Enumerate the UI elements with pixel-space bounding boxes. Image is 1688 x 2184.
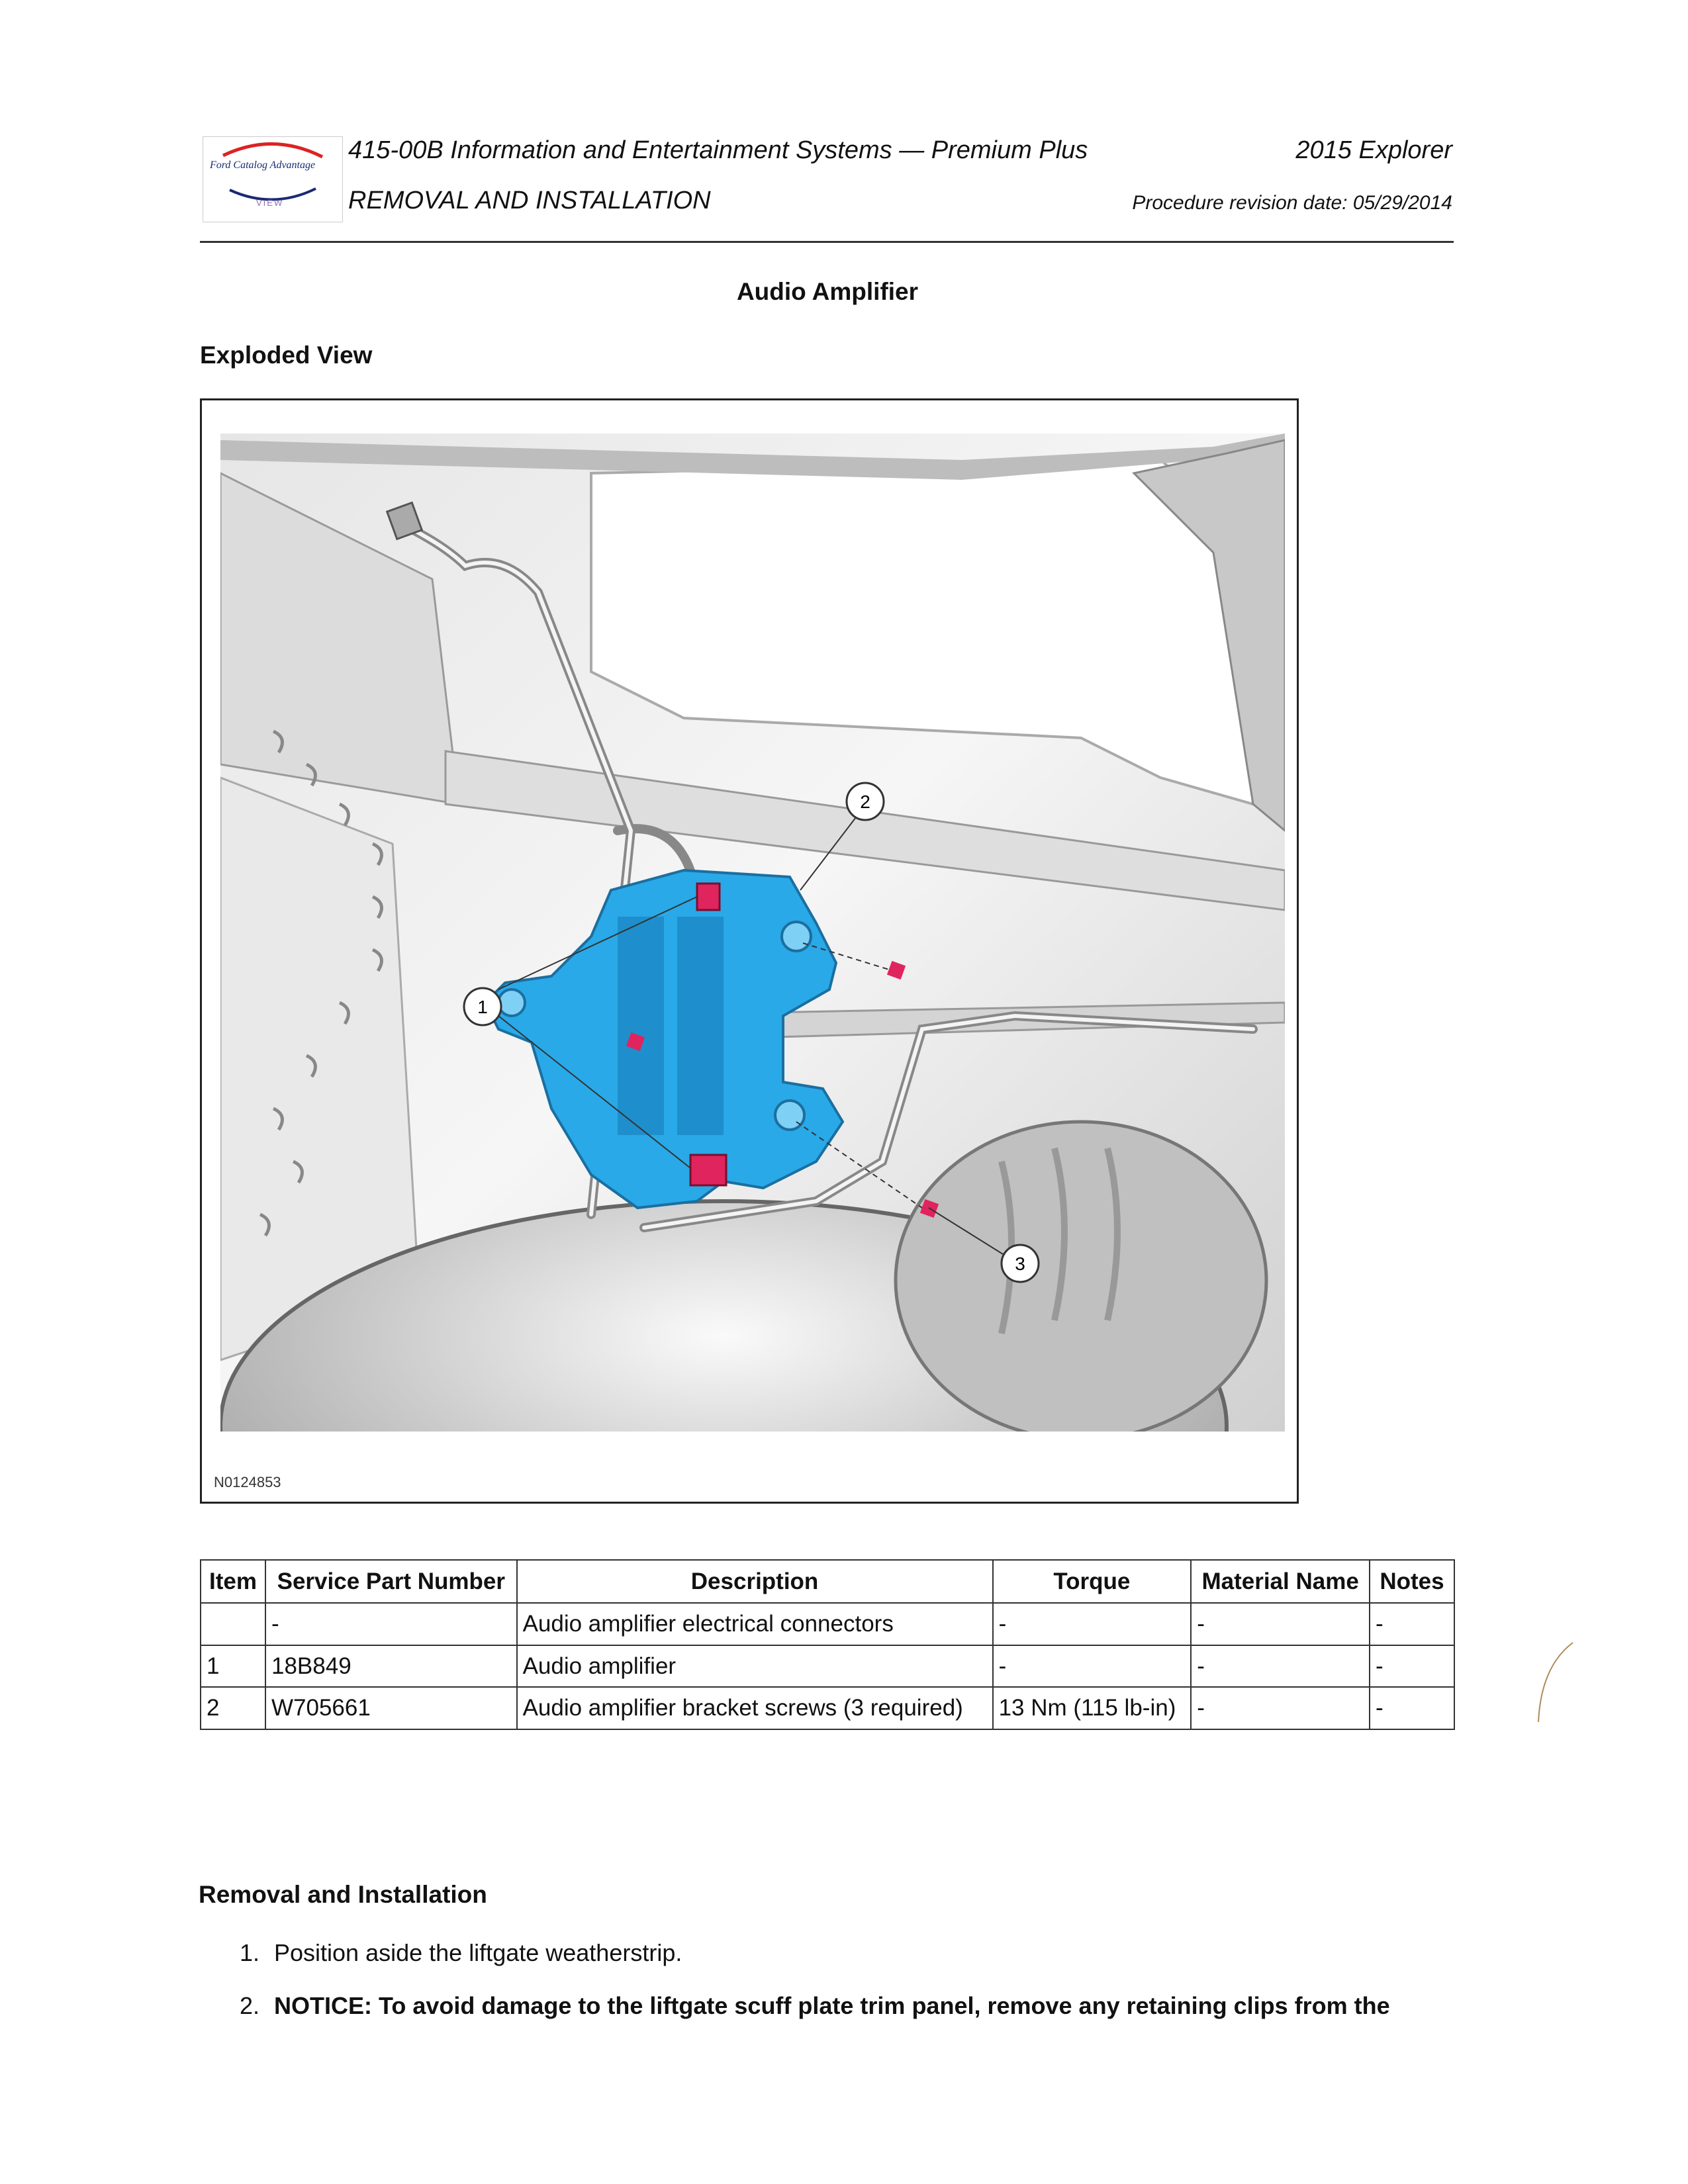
col-header-description: Description	[517, 1560, 993, 1603]
exploded-view-heading: Exploded View	[200, 341, 373, 369]
logo-subtext: VIEW	[256, 198, 284, 208]
cell-part-number: 18B849	[265, 1645, 517, 1688]
figure-id: N0124853	[214, 1474, 281, 1490]
callout-2	[847, 783, 884, 820]
ford-catalog-logo	[203, 136, 343, 222]
cell-item: 2	[201, 1687, 265, 1729]
amplifier-connector-upper	[697, 884, 720, 910]
callout-1-label: 1	[477, 997, 488, 1017]
cell-item: 1	[201, 1645, 265, 1688]
cell-description: Audio amplifier bracket screws (3 required)	[517, 1687, 993, 1729]
amplifier-illustration	[220, 433, 1285, 1432]
col-header-part-number: Service Part Number	[265, 1560, 517, 1603]
step-number: 2.	[240, 1992, 260, 2019]
col-header-notes: Notes	[1370, 1560, 1454, 1603]
pencil-mark-icon	[1534, 1640, 1574, 1726]
cell-material: -	[1191, 1687, 1370, 1729]
table-row	[201, 1687, 1454, 1729]
cell-item	[201, 1603, 265, 1645]
revision-date: Procedure revision date: 05/29/2014	[1132, 192, 1452, 214]
procedure-type: REMOVAL AND INSTALLATION	[348, 187, 711, 214]
cell-notes: -	[1370, 1687, 1454, 1729]
col-header-item: Item	[201, 1560, 265, 1603]
logo-swoosh-icon	[203, 137, 342, 222]
step-text: To avoid damage to the liftgate scuff plate trim panel, remove any retaining clips from the	[379, 1992, 1390, 2019]
cell-torque: 13 Nm (115 lb-in)	[993, 1687, 1192, 1729]
cell-part-number: W705661	[265, 1687, 517, 1729]
procedure-steps	[240, 1939, 1464, 2045]
list-item	[240, 1939, 1464, 1967]
page-title: Audio Amplifier	[736, 278, 919, 305]
callout-2-label: 2	[860, 792, 870, 812]
cell-torque: -	[993, 1645, 1192, 1688]
col-header-material: Material Name	[1191, 1560, 1370, 1603]
section-title: 415-00B Information and Entertainment Systems — Premium Plus	[348, 136, 1088, 164]
list-item	[240, 1992, 1464, 2020]
cell-part-number: -	[265, 1603, 517, 1645]
cell-torque: -	[993, 1603, 1192, 1645]
cell-material: -	[1191, 1603, 1370, 1645]
removal-heading: Removal and Installation	[199, 1881, 487, 1908]
cell-description: Audio amplifier electrical connectors	[517, 1603, 993, 1645]
cell-material: -	[1191, 1645, 1370, 1688]
notice-label: NOTICE:	[274, 1992, 372, 2019]
cell-notes: -	[1370, 1603, 1454, 1645]
parts-table	[200, 1559, 1455, 1730]
callout-3-label: 3	[1015, 1253, 1025, 1274]
cell-description: Audio amplifier	[517, 1645, 993, 1688]
table-row	[201, 1645, 1454, 1688]
vehicle-model: 2015 Explorer	[1295, 136, 1452, 164]
header-divider	[200, 241, 1454, 243]
cell-notes: -	[1370, 1645, 1454, 1688]
logo-text: Ford Catalog Advantage	[210, 159, 316, 171]
table-row	[201, 1603, 1454, 1645]
step-number: 1.	[240, 1939, 260, 1966]
col-header-torque: Torque	[993, 1560, 1192, 1603]
table-header-row	[201, 1560, 1454, 1603]
exploded-view-figure	[200, 398, 1299, 1504]
callout-3	[1002, 1245, 1039, 1282]
amplifier-heatsink-left	[618, 917, 664, 1135]
step-text: Position aside the liftgate weatherstrip.	[274, 1939, 682, 1966]
amplifier-connector-lower	[690, 1155, 726, 1185]
amplifier-heatsink-right	[677, 917, 724, 1135]
callout-1	[464, 988, 501, 1025]
